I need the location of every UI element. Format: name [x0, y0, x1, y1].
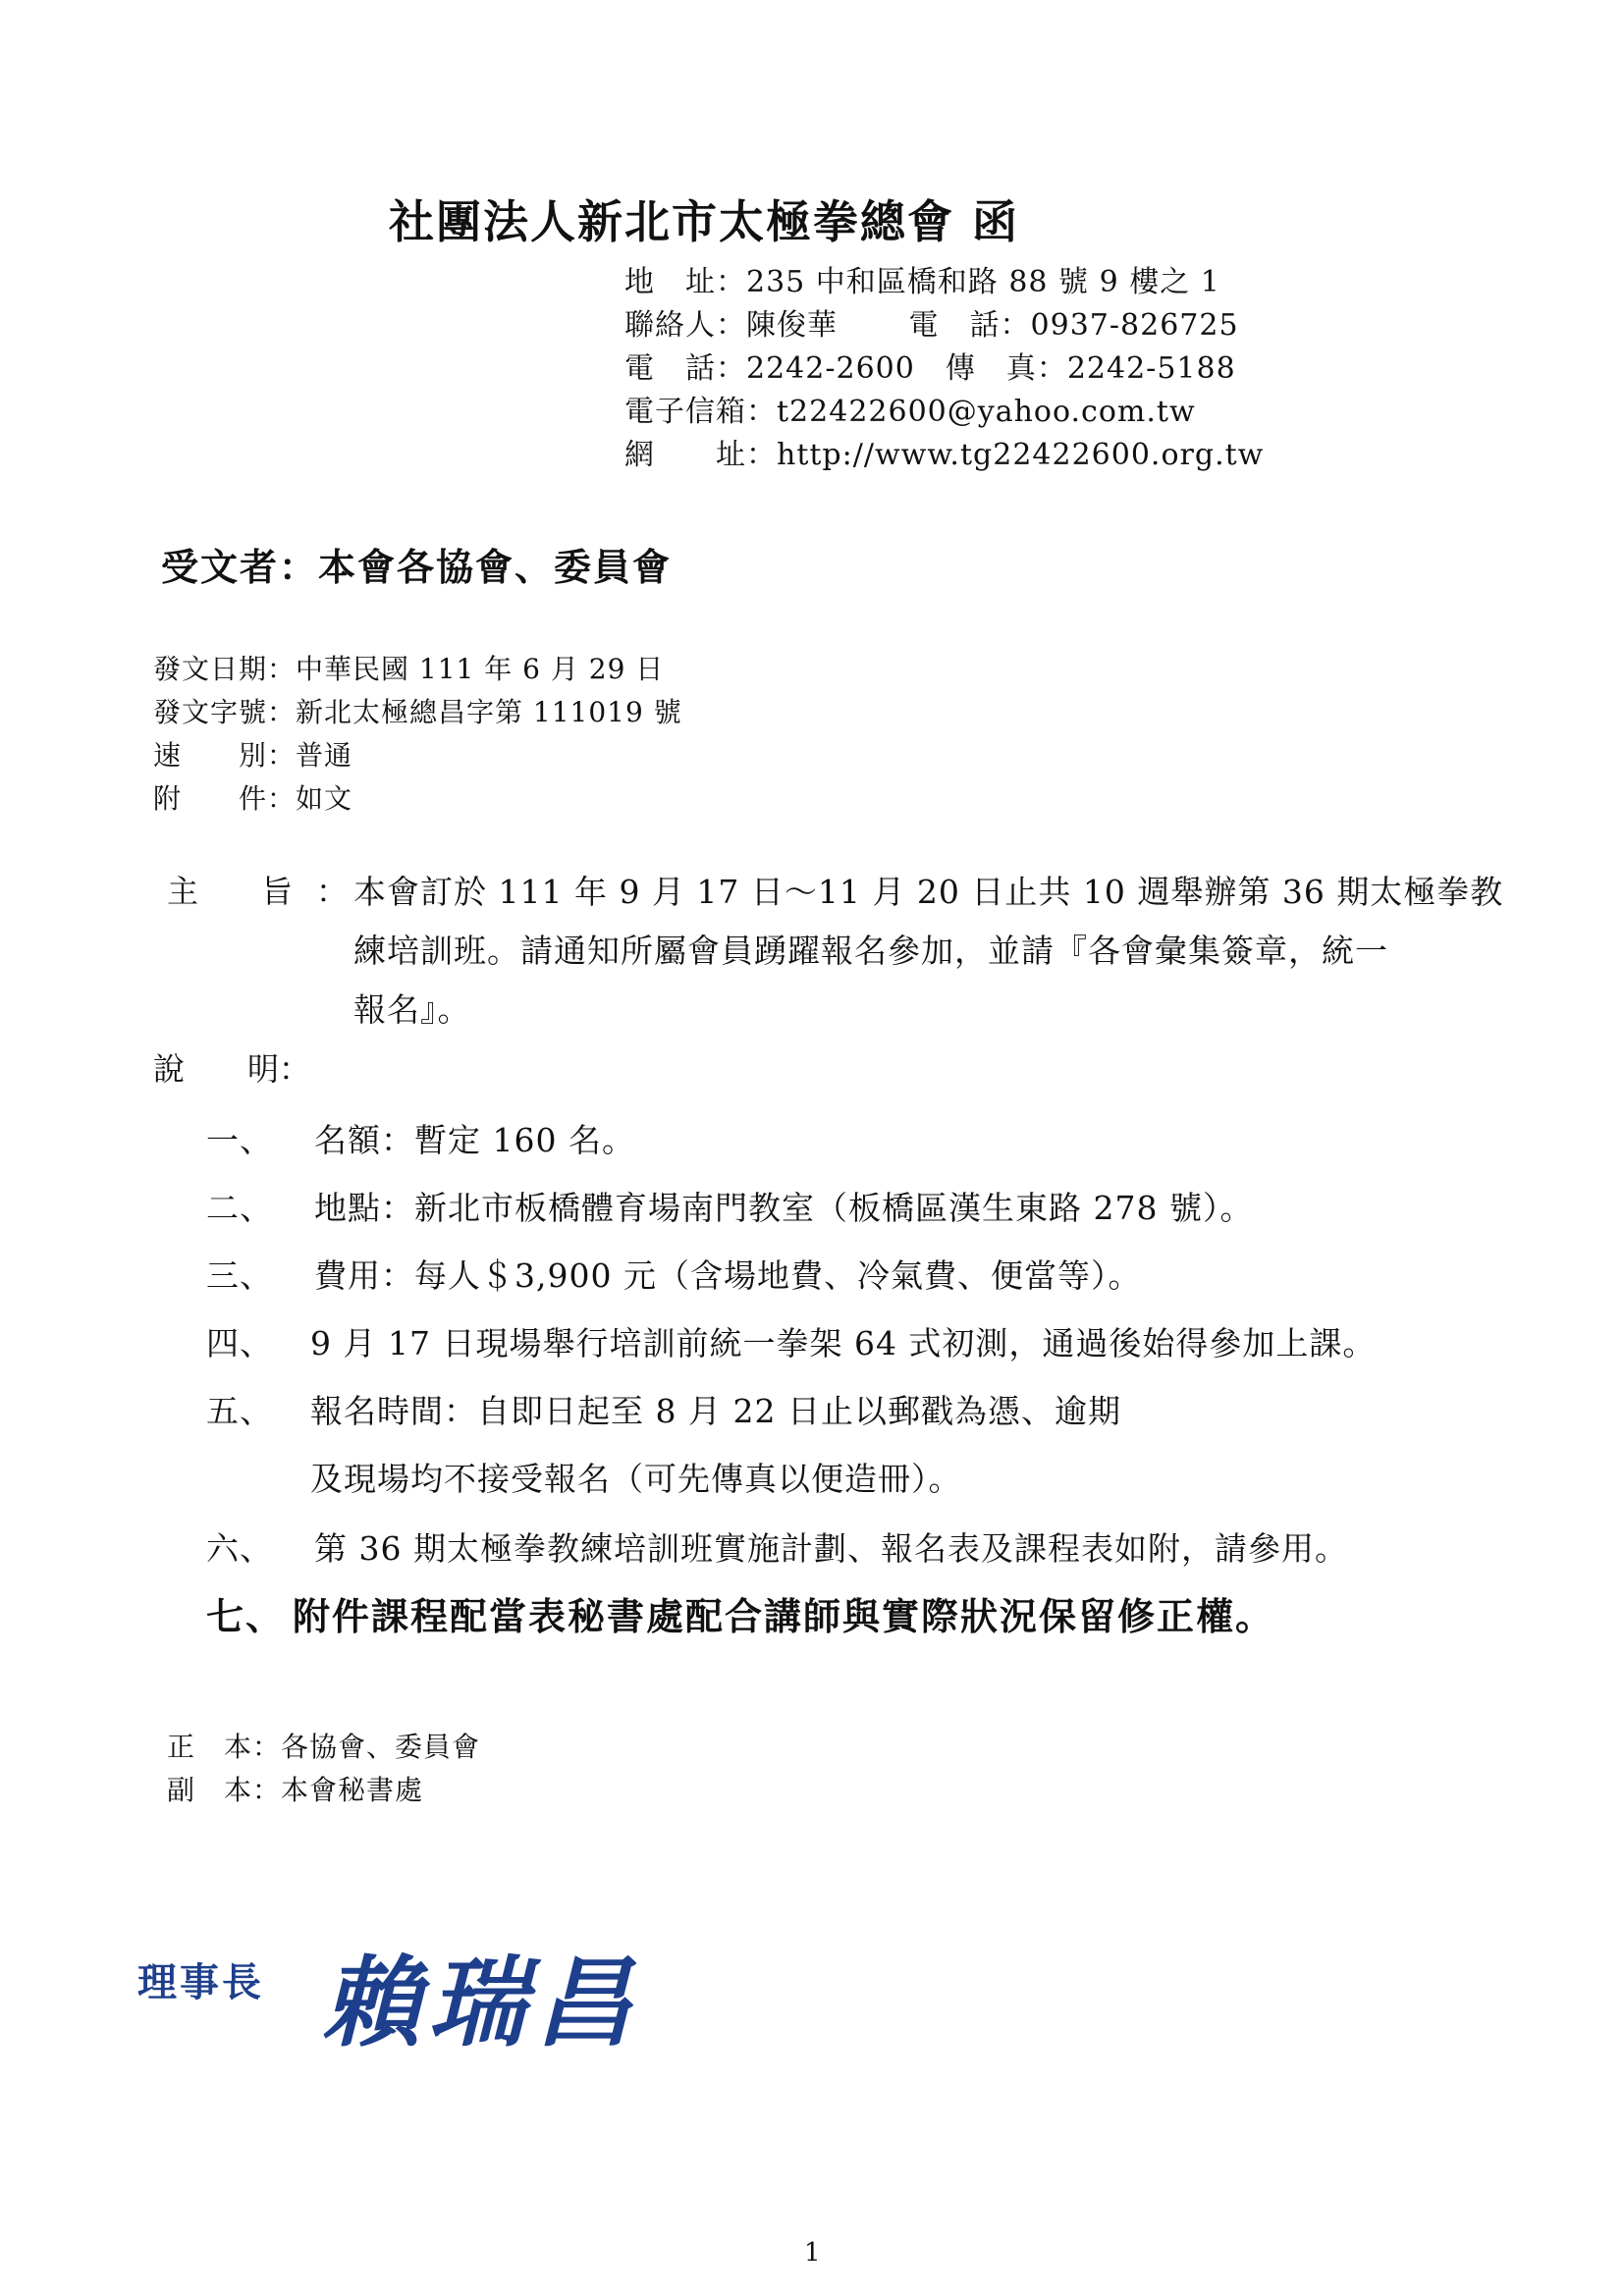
item-6-text: 第 36 期太極拳教練培訓班實施計劃、報名表及課程表如附，請參用。: [314, 1529, 1348, 1568]
subject-label: 主 旨: [167, 873, 294, 910]
item-5-continuation: 及現場均不接受報名（可先傳真以便造冊）。: [310, 1460, 962, 1498]
page-number: 1: [804, 2238, 821, 2268]
subject-line-2: 練培訓班。請通知所屬會員踴躍報名參加，並請『各會彙集簽章，統一: [353, 932, 1388, 970]
header-contact: 聯絡人：陳俊華 電 話：0937-826725: [624, 308, 1239, 343]
item-7-text: 附件課程配當表秘書處配合講師與實際狀況保留修正權。: [293, 1594, 1275, 1638]
item-1-number: 一、: [206, 1121, 273, 1159]
item-5-number: 五、: [206, 1392, 273, 1430]
subject-line-1: 本會訂於 111 年 9 月 17 日～11 月 20 日止共 10 週舉辦第 36 期太極拳教: [353, 873, 1504, 911]
item-4-text: 9 月 17 日現場舉行培訓前統一拳架 64 式初測，通過後始得參加上課。: [310, 1324, 1377, 1362]
signature-name: 賴瑞昌: [322, 1945, 640, 2060]
item-1-text: 名額：暫定 160 名。: [314, 1121, 635, 1159]
document-title: 社團法人新北市太極拳總會 函: [389, 195, 1020, 248]
item-7-number: 七、: [206, 1594, 286, 1638]
meta-date: 發文日期：中華民國 111 年 6 月 29 日: [153, 653, 665, 685]
subject-line-3: 報名』。: [353, 990, 471, 1029]
subject-colon: ：: [316, 873, 349, 910]
item-3-number: 三、: [206, 1256, 273, 1295]
recipient: 受文者：本會各協會、委員會: [161, 545, 673, 589]
copy-duplicate: 副 本：本會秘書處: [167, 1774, 424, 1806]
signature-title: 理事長: [137, 1959, 264, 2005]
meta-attachment: 附 件：如文: [153, 782, 353, 815]
meta-speed: 速 別：普通: [153, 739, 353, 772]
header-phone-fax: 電 話：2242-2600 傳 真：2242-5188: [624, 351, 1236, 386]
copy-original: 正 本：各協會、委員會: [167, 1731, 481, 1763]
header-address: 地 址：235 中和區橋和路 88 號 9 樓之 1: [624, 265, 1220, 299]
item-4-number: 四、: [206, 1324, 273, 1362]
explanation-label: 說 明：: [153, 1050, 311, 1088]
meta-doc-number: 發文字號：新北太極總昌字第 111019 號: [153, 696, 682, 728]
item-2-text: 地點：新北市板橋體育場南門教室（板橋區漢生東路 278 號）。: [314, 1189, 1254, 1227]
header-email: 電子信箱：t22422600@yahoo.com.tw: [624, 395, 1196, 429]
item-2-number: 二、: [206, 1189, 273, 1227]
header-website: 網 址：http://www.tg22422600.org.tw: [624, 438, 1265, 472]
item-5-text: 報名時間：自即日起至 8 月 22 日止以郵戳為憑、逾期: [310, 1392, 1121, 1430]
item-3-text: 費用：每人＄3,900 元（含場地費、冷氣費、便當等）。: [314, 1256, 1142, 1295]
item-6-number: 六、: [206, 1529, 273, 1568]
